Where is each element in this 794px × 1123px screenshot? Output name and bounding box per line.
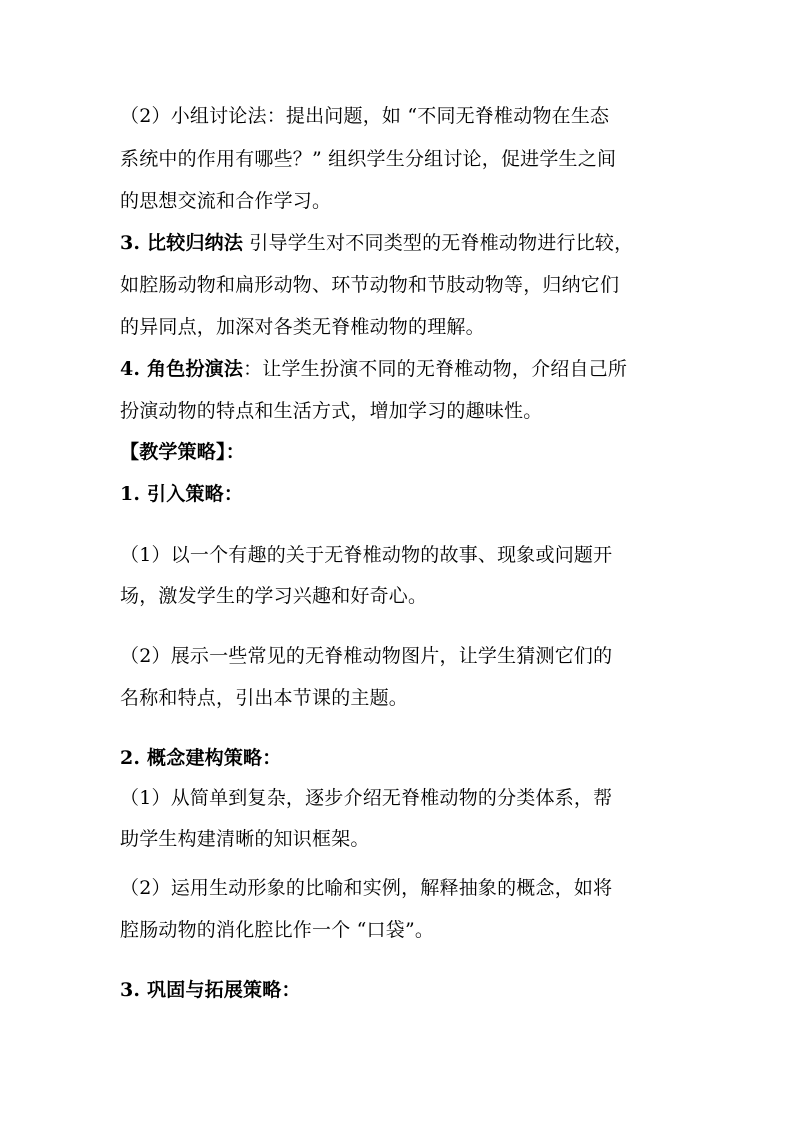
text-line: 名称和特点，引出本节课的主题。 — [120, 687, 409, 709]
text-line: （1）从简单到复杂，逐步介绍无脊椎动物的分类体系，帮 — [120, 787, 613, 809]
section-title: 【教学策略】： — [120, 441, 245, 463]
section-title: 3. 巩固与拓展策略： — [120, 979, 301, 1001]
text-line: 如腔肠动物和扁形动物、环节动物和节肢动物等，归纳它们 — [120, 274, 620, 296]
text-span: 引导学生对不同类型的无脊椎动物进行比较， — [243, 232, 634, 254]
text-line: 场，激发学生的学习兴趣和好奇心。 — [120, 585, 428, 607]
text-line: 助学生构建清晰的知识框架。 — [120, 828, 370, 850]
section-heading: 4. 角色扮演法 — [120, 358, 244, 380]
text-span: ：让学生扮演不同的无脊椎动物，介绍自己所 — [243, 358, 628, 380]
section-title: 2. 概念建构策略： — [120, 747, 282, 769]
text-line: （1）以一个有趣的关于无脊椎动物的故事、现象或问题开 — [120, 544, 613, 566]
text-line: 系统中的作用有哪些？” 组织学生分组讨论，促进学生之间 — [120, 148, 617, 170]
text-line: 的异同点，加深对各类无脊椎动物的理解。 — [120, 316, 485, 338]
text-line: 的思想交流和合作学习。 — [120, 190, 332, 212]
section-title: 1. 引入策略： — [120, 483, 244, 505]
text-line: （2）运用生动形象的比喻和实例，解释抽象的概念，如将 — [120, 877, 613, 899]
text-line: （2）小组讨论法：提出问题，如 “不同无脊椎动物在生态 — [120, 105, 610, 127]
section-heading: 3. 比较归纳法 — [120, 232, 244, 254]
text-line: 腔肠动物的消化腔比作一个 “口袋”。 — [120, 919, 435, 941]
paragraph-line — [120, 229, 633, 257]
text-line: （2）展示一些常见的无脊椎动物图片，让学生猜测它们的 — [120, 645, 613, 667]
paragraph-line — [120, 355, 627, 383]
text-line: 扮演动物的特点和生活方式，增加学习的趣味性。 — [120, 400, 543, 422]
